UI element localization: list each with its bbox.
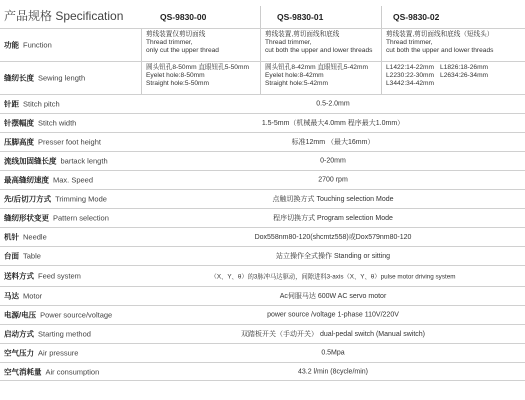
spec-header: [0, 0, 525, 28]
row-pattern-selection: [0, 208, 525, 227]
header-divider: [381, 6, 382, 28]
row-label: 流线加固缝长度 bartack length: [4, 156, 108, 166]
header-divider: [260, 6, 261, 28]
row-motor: [0, 286, 525, 305]
row-value: 0-20mm: [320, 157, 346, 165]
sewing-length-cell-02: L1422:14-22mm L2230:22-30mm L3442:34-42mm L1826:18-26mm L2634:26-34mm: [381, 62, 525, 94]
row-value: 双踏板开关（手动开关） dual-pedal switch (Manual switch): [241, 331, 425, 338]
row-label: 电源/电压 Power source/voltage: [4, 310, 113, 320]
spec-title: 产品规格 Specification: [4, 9, 124, 23]
row-value: 站立操作全式操作 Standing or sitting: [276, 253, 390, 260]
model-qs-9830-00: QS-9830-00: [160, 12, 207, 22]
row-label: 机针 Needle: [4, 232, 47, 242]
row-value: （X、Y、θ）的3脉冲马达驱动，间隙进料3-axis（X、Y、θ）pulse motor driving system: [210, 273, 456, 281]
row-max-speed: [0, 170, 525, 189]
row-value: 0.5Mpa: [321, 349, 345, 357]
sewing-length-cell-01: 圆头钮孔8-42mm 直眼钮孔5-42mm Eyelet hole:8-42mm Straight hole:5-42mm: [260, 62, 381, 94]
row-value: 0.5-2.0mm: [316, 100, 350, 108]
row-value: 程序切换方式 Program selection Mode: [273, 215, 393, 222]
row-presser-foot-height: [0, 132, 525, 151]
row-bartack-length: [0, 151, 525, 170]
row-needle: [0, 227, 525, 246]
row-label: 针摆幅度 Stitch width: [4, 118, 77, 128]
row-value: Dox558nm80-120(shcmtz558)或Dox579nm80-120: [254, 234, 412, 241]
model-qs-9830-02: QS-9830-02: [393, 12, 440, 22]
row-label: 空气消耗量 Air consumption: [4, 367, 100, 376]
row-label: 最高缝纫速度 Max. Speed: [4, 175, 94, 185]
row-label: 空气压力 Air pressure: [4, 348, 79, 358]
row-value: 1.5-5mm（机械最大4.0mm 程序最大1.0mm）: [261, 120, 405, 127]
row-label: 启动方式 Starting method: [4, 329, 91, 339]
row-label: 缝纫长度 Sewing length: [4, 73, 86, 83]
row-table: [0, 246, 525, 265]
row-label: 功能 Function: [4, 40, 52, 50]
row-value: 2700 rpm: [318, 176, 348, 184]
row-label: 送料方式 Feed system: [4, 271, 81, 281]
function-cell-01: 剪线装置,剪切面线和底线 Thread trimmer, cut both the upper and lower threads: [260, 29, 381, 61]
model-qs-9830-01: QS-9830-01: [277, 12, 324, 22]
row-air-pressure: [0, 343, 525, 362]
row-value: 43.2 l/min (8cycle/min): [297, 368, 369, 375]
sewing-length-cell-00: 圆头钮孔8-50mm 直眼钮孔5-50mm Eyelet hole:8-50mm Straight hole:5-50mm: [141, 62, 260, 94]
row-label: 针距 Stitch pitch: [4, 99, 60, 109]
function-cell-00: 剪线装置仅剪切面线 Thread trimmer, only cut the upper thread: [141, 29, 260, 61]
row-value: Ac伺服马达 600W AC servo motor: [279, 293, 387, 300]
row-label: 压脚高度 Presser foot height: [4, 137, 101, 147]
row-value: power source /voltage 1-phase 110V/220V: [267, 311, 399, 319]
row-starting-method: [0, 324, 525, 343]
row-stitch-width: [0, 113, 525, 132]
row-power: [0, 305, 525, 324]
row-trimming-mode: [0, 189, 525, 208]
function-cell-02: 剪线装置,剪切面线和底线（短线头） Thread trimmer, cut both the upper and lower threads: [381, 29, 525, 61]
row-value: 点触切换方式 Touching selection Mode: [272, 196, 394, 203]
row-stitch-pitch: [0, 94, 525, 113]
row-sewing-length: [0, 61, 525, 94]
row-feed-system: [0, 265, 525, 286]
row-label: 先/后切刀方式 Trimming Mode: [4, 194, 107, 204]
row-value: 标准12mm （最大16mm）: [291, 139, 375, 146]
row-label: 马达 Motor: [4, 291, 43, 301]
row-function: [0, 28, 525, 61]
row-label: 台面 Table: [4, 251, 41, 261]
row-label: 缝纫形状变更 Pattern selection: [4, 213, 109, 223]
row-air-consumption: [0, 362, 525, 381]
